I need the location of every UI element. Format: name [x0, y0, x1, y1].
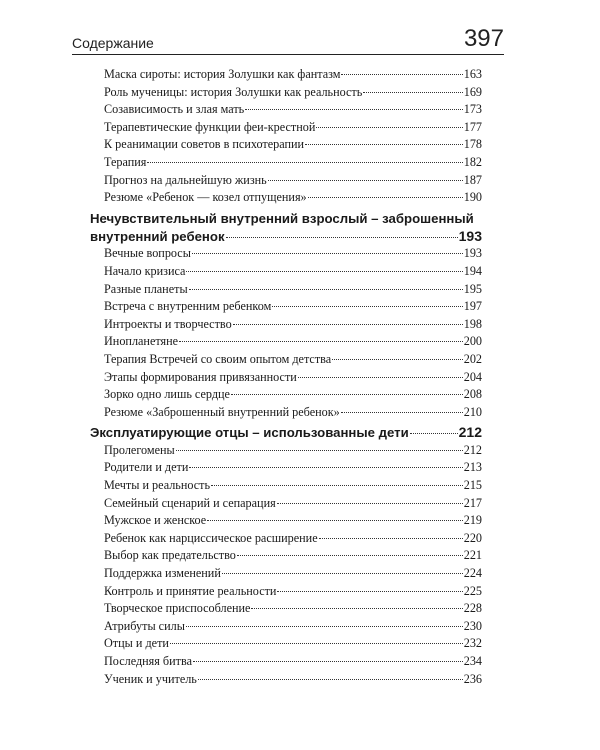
toc-entry-page: 217 [463, 495, 482, 510]
toc-entry [90, 547, 482, 565]
dot-leader [186, 271, 462, 272]
toc-entry-page: 182 [463, 154, 482, 169]
running-header-title: Содержание [72, 35, 154, 51]
toc-entry-page: 190 [463, 190, 482, 205]
dot-leader [341, 412, 463, 413]
toc-entry-title: Ученик и учитель [104, 671, 197, 686]
toc-entry-page: 213 [463, 460, 482, 475]
dot-leader [147, 162, 462, 163]
toc-entry [90, 263, 482, 281]
dot-leader [277, 591, 462, 592]
toc-entry [90, 119, 482, 137]
toc-entry-page: 202 [463, 351, 482, 366]
dot-leader [192, 253, 463, 254]
toc-entry [90, 386, 482, 404]
dot-leader [277, 503, 463, 504]
toc-entry-page: 224 [463, 566, 482, 581]
dot-leader [233, 324, 463, 325]
toc-entry-page: 236 [463, 671, 482, 686]
toc-entry-title: Интроекты и творчество [104, 316, 232, 331]
section-heading-line2: внутренний ребенок [90, 228, 225, 244]
toc-entry-title: Терапия [104, 154, 147, 169]
toc-entry-title: Резюме «Ребенок — козел отпущения» [104, 190, 307, 205]
toc-entry-title: Инопланетяне [104, 334, 179, 349]
toc-entry [90, 495, 482, 513]
toc-entry [90, 136, 482, 154]
dot-leader [170, 643, 463, 644]
dot-leader [332, 359, 463, 360]
section-heading [90, 228, 482, 246]
dot-leader [222, 573, 463, 574]
toc-entry-title: Мечты и реальность [104, 478, 211, 493]
toc-entry-page: 193 [463, 246, 482, 261]
toc-entry-page: 210 [463, 404, 482, 419]
toc-entry [90, 477, 482, 495]
toc-entry [90, 298, 482, 316]
toc-entry-title: К реанимации советов в психотерапии [104, 137, 305, 152]
toc-entry-title: Выбор как предательство [104, 548, 236, 563]
toc-entry-title: Разные планеты [104, 281, 188, 296]
dot-leader [316, 127, 462, 128]
toc-entry [90, 635, 482, 653]
page-number: 397 [463, 25, 504, 52]
toc-entry-title: Пролегомены [104, 442, 175, 457]
dot-leader [198, 679, 463, 680]
toc-entry-title: Маска сироты: история Золушки как фантазм [104, 67, 341, 81]
toc-entry-title: Зорко одно лишь сердце [104, 387, 230, 402]
dot-leader [319, 538, 463, 539]
running-header [72, 22, 504, 55]
toc-entry [90, 671, 482, 689]
dot-leader [186, 626, 463, 627]
toc-entry [90, 316, 482, 334]
dot-leader [237, 555, 463, 556]
toc-entry [90, 189, 482, 207]
toc-entry-page: 219 [463, 513, 482, 528]
toc-entry-page: 221 [463, 548, 482, 563]
toc-entry-page: 194 [463, 263, 482, 278]
dot-leader [305, 144, 463, 145]
toc-entry-page: 230 [463, 618, 482, 633]
dot-leader [193, 661, 463, 662]
dot-leader [298, 377, 463, 378]
table-of-contents [90, 66, 482, 688]
dot-leader [272, 306, 462, 307]
toc-entry [90, 66, 482, 84]
toc-entry [90, 404, 482, 422]
toc-entry-page: 195 [463, 281, 482, 296]
section-heading [90, 424, 482, 442]
toc-entry-page: 178 [463, 137, 482, 152]
toc-entry-page: 215 [463, 478, 482, 493]
toc-entry [90, 351, 482, 369]
toc-group-1 [90, 66, 482, 207]
toc-entry [90, 154, 482, 172]
toc-entry [90, 618, 482, 636]
toc-group-2 [90, 245, 482, 421]
toc-entry [90, 653, 482, 671]
section-page: 212 [458, 424, 482, 441]
toc-entry-page: 204 [463, 369, 482, 384]
toc-entry [90, 333, 482, 351]
dot-leader [207, 520, 463, 521]
dot-leader [251, 608, 462, 609]
toc-entry-page: 198 [463, 316, 482, 331]
toc-entry-page: 232 [463, 636, 482, 651]
toc-entry-title: Начало кризиса [104, 263, 186, 278]
dot-leader [231, 394, 463, 395]
dot-leader [226, 237, 458, 238]
dot-leader [341, 74, 462, 75]
toc-entry [90, 245, 482, 263]
dot-leader [410, 433, 458, 434]
toc-entry-title: Терапевтические функции феи-крестной [104, 119, 316, 134]
toc-entry-title: Контроль и принятие реальности [104, 583, 277, 598]
toc-entry-title: Творческое приспособление [104, 601, 251, 616]
toc-entry-title: Резюме «Заброшенный внутренний ребенок» [104, 404, 340, 419]
toc-entry-title: Поддержка изменений [104, 566, 221, 581]
toc-entry-page: 234 [463, 654, 482, 668]
toc-entry [90, 583, 482, 601]
toc-entry-page: 163 [463, 67, 482, 81]
toc-entry [90, 530, 482, 548]
toc-entry-title: Прогноз на дальнейшую жизнь [104, 172, 267, 187]
toc-entry-title: Ребенок как нарциссическое расширение [104, 530, 318, 545]
toc-entry-title: Последняя битва [104, 654, 192, 668]
toc-entry-title: Семейный сценарий и сепарация [104, 495, 276, 510]
dot-leader [308, 197, 463, 198]
toc-entry-page: 212 [463, 442, 482, 457]
section-page: 193 [458, 227, 482, 244]
toc-entry [90, 442, 482, 460]
toc-entry-page: 228 [463, 601, 482, 616]
toc-entry-title: Роль мученицы: история Золушки как реальность [104, 84, 363, 99]
toc-entry-page: 208 [463, 387, 482, 402]
toc-entry-page: 225 [463, 583, 482, 598]
toc-entry-title: Встреча с внутренним ребенком [104, 299, 272, 314]
dot-leader [179, 341, 463, 342]
toc-entry [90, 512, 482, 530]
dot-leader [176, 450, 463, 451]
dot-leader [211, 485, 463, 486]
dot-leader [268, 180, 463, 181]
toc-entry [90, 459, 482, 477]
toc-entry [90, 172, 482, 190]
toc-entry-page: 177 [463, 119, 482, 134]
toc-entry-page: 173 [463, 102, 482, 117]
toc-entry [90, 369, 482, 387]
toc-entry-page: 169 [463, 84, 482, 99]
toc-entry-page: 197 [463, 299, 482, 314]
toc-entry [90, 281, 482, 299]
toc-entry-title: Этапы формирования привязанности [104, 369, 297, 384]
toc-entry [90, 565, 482, 583]
toc-group-3 [90, 442, 482, 688]
dot-leader [363, 92, 462, 93]
toc-entry-title: Терапия Встречей со своим опытом детства [104, 351, 332, 366]
toc-entry-page: 220 [463, 530, 482, 545]
toc-entry-title: Родители и дети [104, 460, 189, 475]
dot-leader [189, 289, 463, 290]
toc-entry [90, 600, 482, 618]
dot-leader [245, 109, 462, 110]
toc-entry-page: 187 [463, 172, 482, 187]
toc-entry [90, 84, 482, 102]
section-heading-line1: Нечувствительный внутренний взрослый – заброшенный [90, 210, 474, 226]
toc-entry-title: Мужское и женское [104, 513, 207, 528]
toc-entry-title: Отцы и дети [104, 636, 169, 651]
dot-leader [189, 467, 462, 468]
toc-entry-title: Созависимость и злая мать [104, 102, 245, 117]
section-heading-title: Эксплуатирующие отцы – использованные дети [90, 425, 409, 441]
toc-entry-page: 200 [463, 334, 482, 349]
toc-entry [90, 101, 482, 119]
toc-entry-title: Атрибуты силы [104, 618, 185, 633]
toc-entry-title: Вечные вопросы [104, 246, 191, 261]
